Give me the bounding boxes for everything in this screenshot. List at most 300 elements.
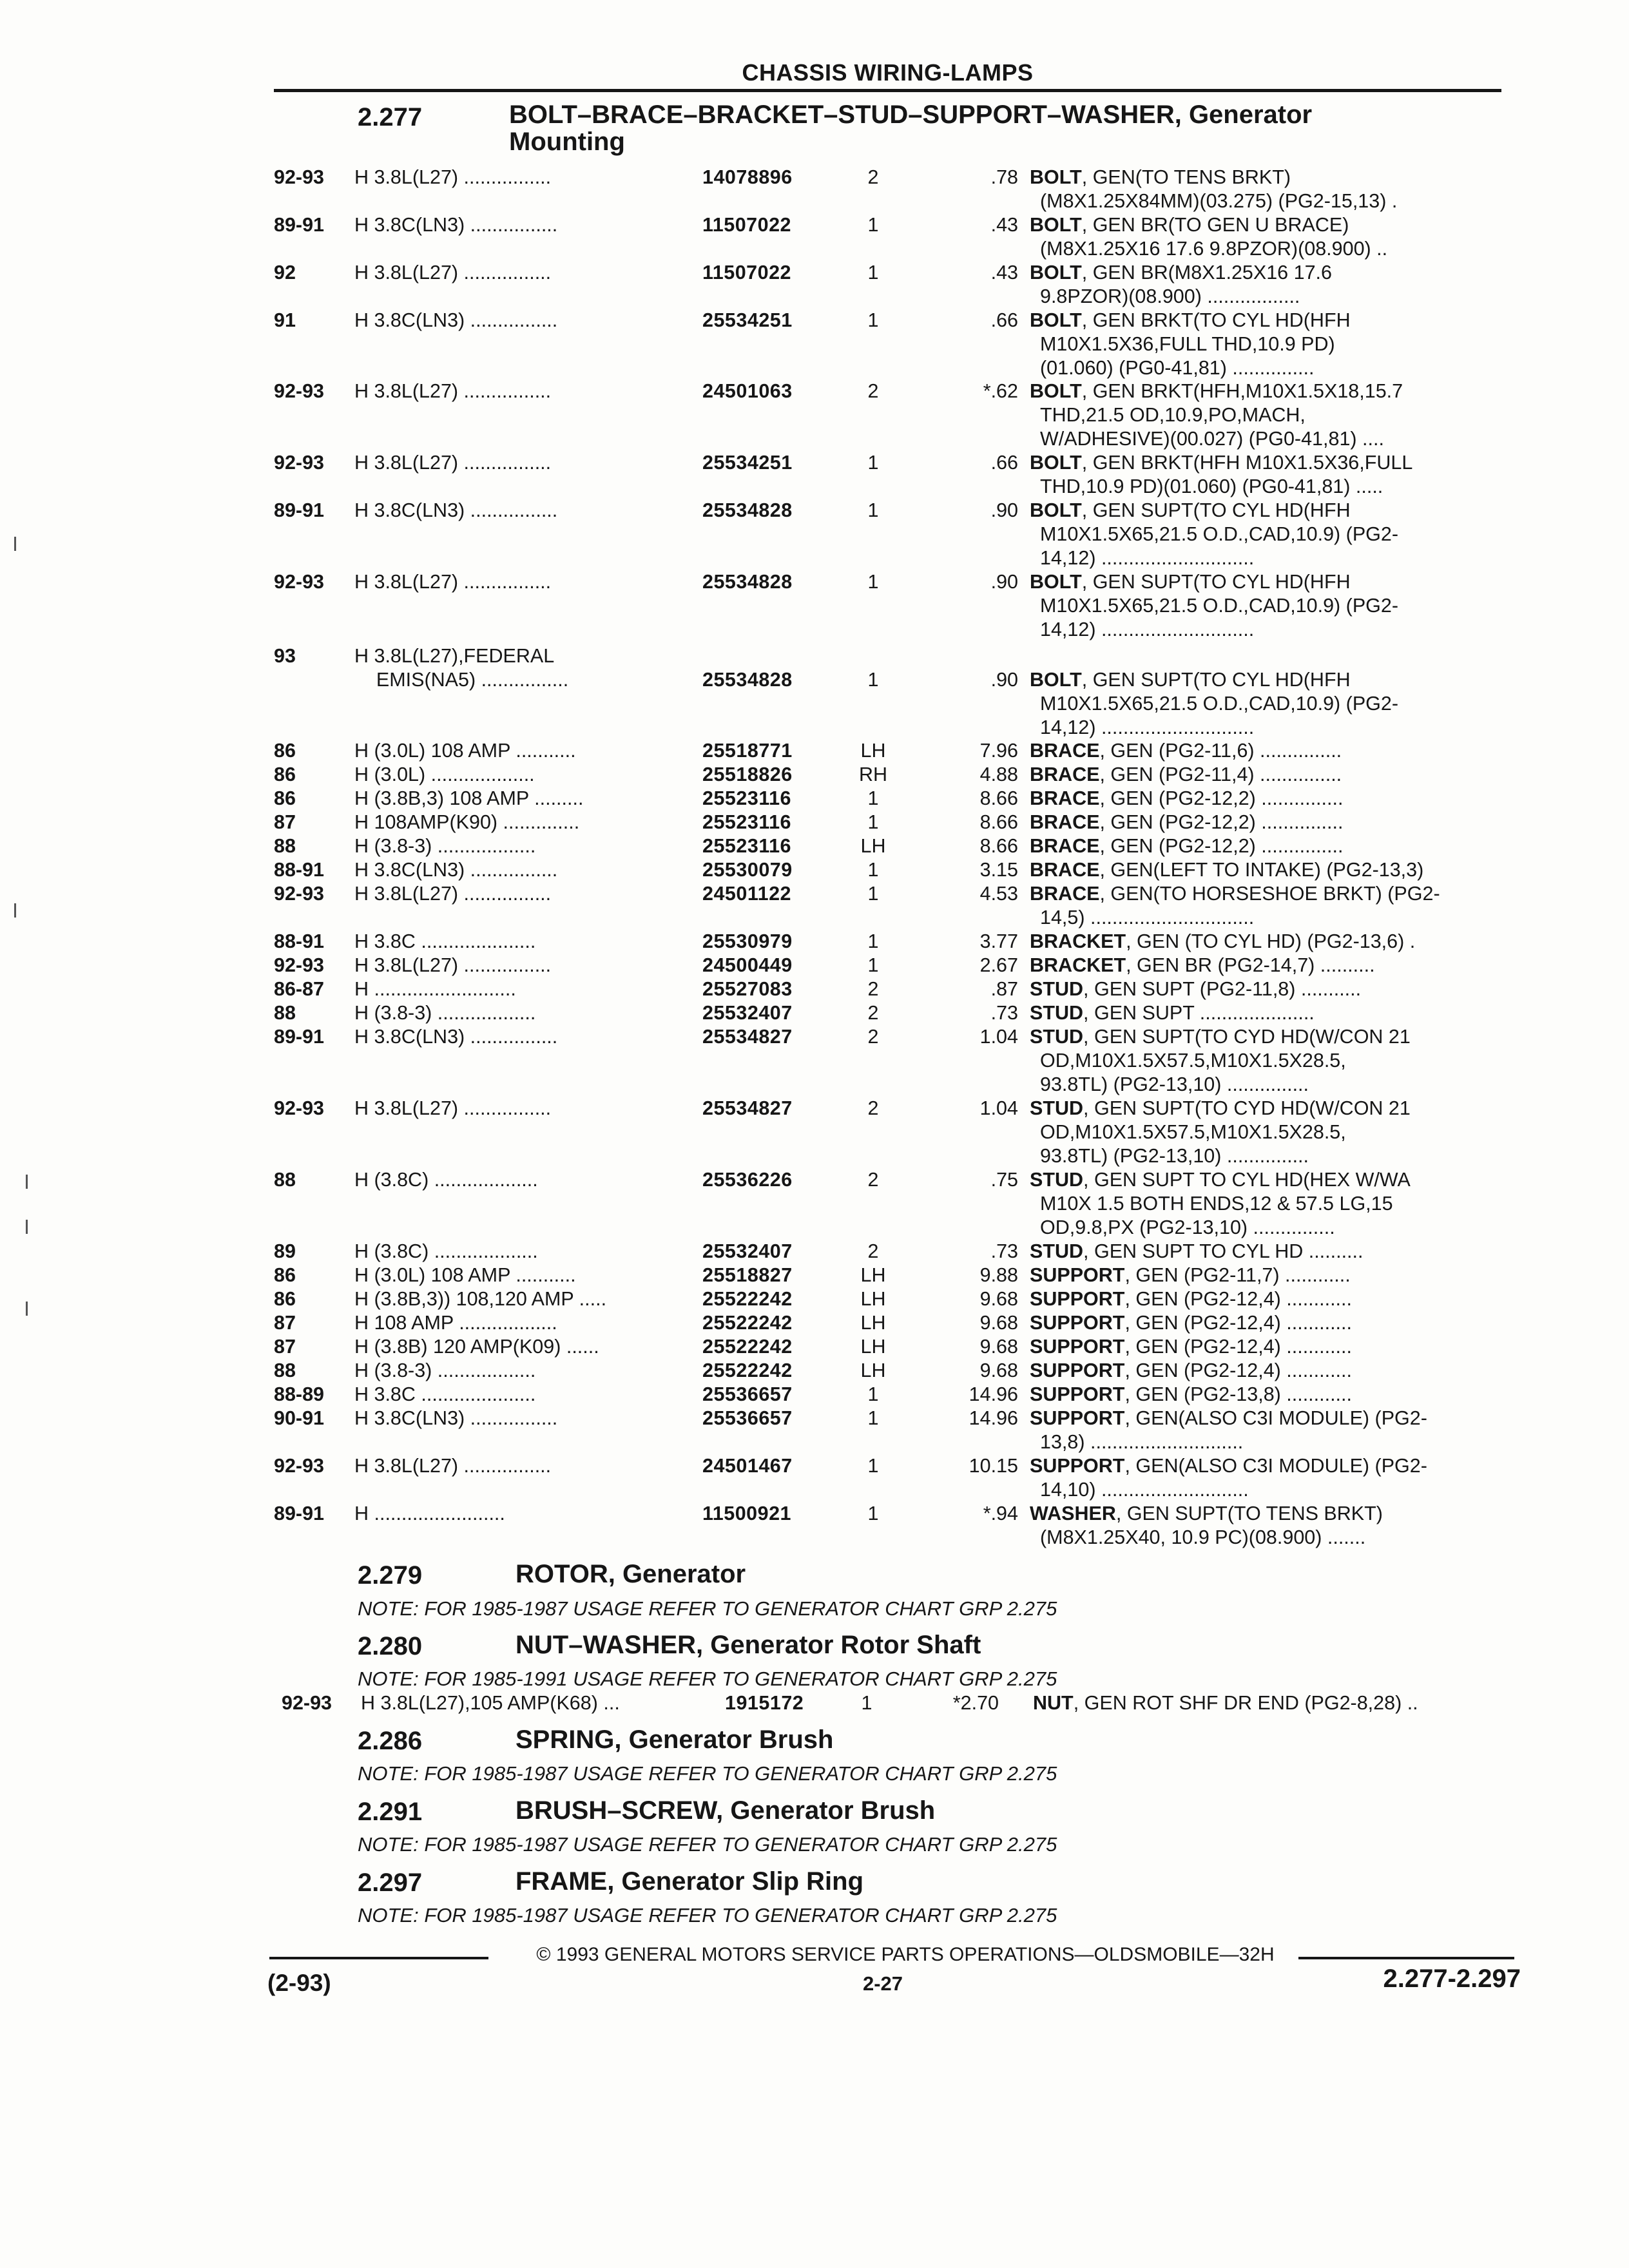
quantity: 1	[867, 214, 879, 236]
price: .90	[990, 571, 1018, 593]
description-text: , GEN(TO TENS BRKT)	[1081, 166, 1291, 188]
description-line	[1030, 1025, 1503, 1049]
description-text: , GEN SUPT TO CYL HD ..........	[1083, 1240, 1364, 1262]
description-line	[1030, 882, 1503, 906]
quantity: 1	[867, 1503, 879, 1524]
price: 14.96	[969, 1407, 1018, 1429]
description-keyword: BOLT	[1030, 669, 1082, 691]
description-line	[1030, 1264, 1503, 1287]
quantity: LH	[860, 1312, 886, 1334]
description-text: , GEN SUPT (PG2-11,8) ...........	[1083, 978, 1362, 1000]
year-range: 90-91	[274, 1407, 325, 1429]
usage-line: H 3.8C(LN3) ................	[354, 1407, 558, 1429]
description-text: , GEN SUPT(TO CYL HD(HFH	[1081, 499, 1351, 521]
part-number: 25518771	[702, 740, 793, 762]
description-keyword: BRACE	[1030, 787, 1100, 809]
description-line	[1030, 1502, 1503, 1526]
margin-mark	[14, 537, 16, 551]
description-line	[1030, 1359, 1503, 1383]
year-range: 91	[274, 309, 296, 331]
quantity: 1	[867, 452, 879, 474]
description-line	[1030, 1240, 1503, 1264]
description	[1030, 668, 1503, 740]
price: 8.66	[979, 811, 1018, 833]
quantity: 2	[867, 1026, 879, 1048]
description	[1030, 570, 1503, 642]
price: .87	[990, 978, 1018, 1000]
section-number: 2.280	[358, 1632, 423, 1660]
part-number: 25530979	[702, 930, 793, 952]
margin-mark	[26, 1302, 28, 1316]
description-line	[1030, 213, 1503, 237]
description-line	[1030, 858, 1503, 882]
price: .75	[990, 1169, 1018, 1191]
usage-line: H (3.8-3) ..................	[354, 835, 536, 857]
description-keyword: STUD	[1030, 1026, 1084, 1048]
description-text: , GEN (PG2-11,6) ...............	[1099, 740, 1342, 762]
description-keyword: WASHER	[1030, 1503, 1116, 1524]
footer-page-number: 2-27	[862, 1972, 903, 1995]
description-text: , GEN (TO CYL HD) (PG2-13,6) .	[1126, 930, 1416, 952]
description-keyword: SUPPORT	[1030, 1312, 1125, 1334]
description-text: , GEN BR(M8X1.25X16 17.6	[1081, 262, 1332, 284]
description	[1030, 858, 1503, 882]
description	[1030, 1335, 1503, 1359]
description	[1030, 1025, 1503, 1097]
section-title-continued: Mounting	[509, 128, 625, 156]
year-range: 92-93	[274, 883, 325, 905]
description-line	[1030, 787, 1503, 811]
description-keyword: STUD	[1030, 978, 1084, 1000]
usage-line: H ........................	[354, 1503, 505, 1524]
part-number: 25523116	[702, 787, 792, 809]
part-number: 25522242	[702, 1336, 793, 1358]
year-range: 92-93	[274, 1455, 325, 1477]
quantity: RH	[858, 764, 888, 785]
year-range: 89-91	[274, 1503, 325, 1524]
quantity: 1	[867, 571, 879, 593]
usage-line: H (3.8B,3)) 108,120 AMP .....	[354, 1288, 607, 1310]
quantity: 2	[867, 1002, 879, 1024]
year-range: 88-91	[274, 859, 325, 881]
part-number: 25522242	[702, 1288, 793, 1310]
description	[1030, 1502, 1503, 1550]
description-line	[1030, 1407, 1503, 1430]
footer-copyright: © 1993 GENERAL MOTORS SERVICE PARTS OPERATIONS—OLDSMOBILE—32H	[536, 1944, 1275, 1965]
year-range: 92-93	[274, 166, 325, 188]
year-range: 92-93	[274, 452, 325, 474]
description-text: , GEN BR (PG2-14,7) ..........	[1126, 954, 1375, 976]
description	[1030, 787, 1503, 811]
description-text: , GEN SUPT(TO CYD HD(W/CON 21	[1083, 1097, 1411, 1119]
year-range: 92-93	[274, 380, 325, 402]
year-range: 86	[274, 1288, 296, 1310]
part-number: 25523116	[702, 811, 792, 833]
description-keyword: SUPPORT	[1030, 1360, 1125, 1381]
year-range: 92-93	[274, 954, 325, 976]
quantity: LH	[860, 1336, 886, 1358]
description	[1030, 451, 1503, 499]
part-number: 24501122	[702, 883, 792, 905]
description-text: , GEN (PG2-12,2) ...............	[1099, 811, 1344, 833]
description-keyword: NUT	[1033, 1692, 1074, 1714]
usage-line: H (3.0L) 108 AMP ...........	[354, 1264, 576, 1286]
usage-line: H 3.8C(LN3) ................	[354, 859, 558, 881]
usage-line: H 3.8L(L27) ................	[354, 1097, 552, 1119]
margin-mark	[26, 1175, 28, 1189]
description-line: 93.8TL) (PG2-13,10) ...............	[1040, 1145, 1309, 1167]
price: *.62	[983, 380, 1018, 402]
description-line: 13,8) ............................	[1040, 1431, 1244, 1453]
description	[1030, 1264, 1503, 1287]
description-text: , GEN(TO HORSESHOE BRKT) (PG2-	[1099, 883, 1440, 905]
year-range: 86	[274, 1264, 296, 1286]
description	[1030, 1168, 1503, 1240]
part-number: 24501063	[702, 380, 793, 402]
description-keyword: STUD	[1030, 1240, 1084, 1262]
usage-line: H 3.8L(L27) ................	[354, 262, 552, 284]
description-line	[1030, 380, 1503, 403]
price: 2.67	[979, 954, 1018, 976]
usage-line: H 3.8L(L27) ................	[354, 452, 552, 474]
description-line	[1030, 261, 1503, 285]
usage-line: H 3.8C(LN3) ................	[354, 214, 558, 236]
description	[1030, 1097, 1503, 1168]
usage-line: H 3.8L(L27),FEDERAL	[354, 645, 555, 667]
quantity: 1	[867, 309, 879, 331]
description-text: , GEN BRKT(HFH,M10X1.5X18,15.7	[1081, 380, 1403, 402]
price: .43	[990, 262, 1018, 284]
price: .78	[990, 166, 1018, 188]
quantity: 2	[867, 166, 879, 188]
description-keyword: SUPPORT	[1030, 1336, 1125, 1358]
description-line	[1030, 309, 1503, 332]
description-line	[1030, 811, 1503, 834]
description-line: OD,M10X1.5X57.5,M10X1.5X28.5,	[1040, 1121, 1346, 1143]
description-line: 14,10) ...........................	[1040, 1479, 1249, 1501]
year-range: 89	[274, 1240, 296, 1262]
quantity: 1	[867, 499, 879, 521]
section-number: 2.279	[358, 1561, 423, 1590]
price: 14.96	[969, 1383, 1018, 1405]
part-number: 25530079	[702, 859, 793, 881]
section-number: 2.297	[358, 1869, 423, 1897]
price: 1.04	[979, 1026, 1018, 1048]
year-range: 88-91	[274, 930, 325, 952]
section-note: NOTE: FOR 1985-1987 USAGE REFER TO GENERATOR CHART GRP 2.275	[358, 1904, 1057, 1927]
description-text: , GEN SUPT TO CYL HD(HEX W/WA	[1083, 1169, 1411, 1191]
description-text: , GEN (PG2-12,4) ............	[1124, 1288, 1352, 1310]
part-number: 25534828	[702, 499, 793, 521]
usage-line: H 3.8L(L27) ................	[354, 954, 552, 976]
description-line	[1030, 166, 1503, 189]
quantity: 1	[867, 1407, 879, 1429]
year-range: 89-91	[274, 499, 325, 521]
price: *.94	[983, 1503, 1018, 1524]
part-number: 25532407	[702, 1002, 793, 1024]
description-line	[1030, 499, 1503, 523]
description-line	[1030, 570, 1503, 594]
price: 4.53	[979, 883, 1018, 905]
section-title: BRUSH–SCREW, Generator Brush	[516, 1796, 936, 1825]
description	[1030, 1311, 1503, 1335]
description-text: , GEN SUPT(TO CYL HD(HFH	[1081, 571, 1351, 593]
usage-line: H 3.8C .....................	[354, 1383, 536, 1405]
quantity: 1	[867, 954, 879, 976]
description-keyword: BOLT	[1030, 166, 1082, 188]
description-line: W/ADHESIVE)(00.027) (PG0-41,81) ....	[1040, 428, 1384, 450]
description	[1030, 166, 1503, 213]
part-number: 25534827	[702, 1097, 793, 1119]
description	[1030, 1287, 1503, 1311]
description	[1030, 1454, 1503, 1502]
description-line	[1030, 930, 1503, 954]
usage-line: H 3.8C(LN3) ................	[354, 309, 558, 331]
usage-line: H 3.8L(L27) ................	[354, 166, 552, 188]
description-line	[1030, 977, 1503, 1001]
description-line: 14,12) ............................	[1040, 619, 1255, 640]
year-range: 86	[274, 764, 296, 785]
description-keyword: BOLT	[1030, 380, 1082, 402]
description-text: , GEN (PG2-13,8) ............	[1124, 1383, 1352, 1405]
description-line: (M8X1.25X40, 10.9 PC)(08.900) .......	[1040, 1526, 1366, 1548]
description	[1030, 1407, 1503, 1454]
description-line	[1030, 1287, 1503, 1311]
description	[1030, 739, 1503, 763]
price: 7.96	[979, 740, 1018, 762]
quantity: 2	[867, 1240, 879, 1262]
price: .90	[990, 499, 1018, 521]
price: .73	[990, 1002, 1018, 1024]
quantity: LH	[860, 835, 886, 857]
usage-line: H 3.8C(LN3) ................	[354, 1026, 558, 1048]
description-text: , GEN (PG2-11,7) ............	[1124, 1264, 1351, 1286]
year-range: 92	[274, 262, 296, 284]
part-number: 25527083	[702, 978, 793, 1000]
quantity: 2	[867, 978, 879, 1000]
year-range: 87	[274, 1336, 296, 1358]
price: .43	[990, 214, 1018, 236]
year-range: 88	[274, 1002, 296, 1024]
quantity: 1	[867, 1383, 879, 1405]
description-keyword: BRACKET	[1030, 954, 1126, 976]
price: 9.68	[979, 1288, 1018, 1310]
page-header	[274, 50, 1501, 92]
description	[1030, 1359, 1503, 1383]
description-line	[1030, 954, 1503, 977]
description-keyword: BRACE	[1030, 811, 1100, 833]
quantity: 2	[867, 380, 879, 402]
price: 10.15	[969, 1455, 1018, 1477]
description-text: , GEN (PG2-12,4) ............	[1124, 1360, 1352, 1381]
quantity: 1	[867, 859, 879, 881]
price: .66	[990, 309, 1018, 331]
part-number: 24501467	[702, 1455, 793, 1477]
description-line: 93.8TL) (PG2-13,10) ...............	[1040, 1073, 1309, 1095]
part-number: 1915172	[725, 1692, 804, 1714]
description-line	[1030, 1311, 1503, 1335]
section-number: 2.277	[358, 103, 423, 131]
year-range: 88	[274, 835, 296, 857]
price: *2.70	[952, 1692, 999, 1714]
description-keyword: SUPPORT	[1030, 1264, 1125, 1286]
description-keyword: BRACE	[1030, 740, 1100, 762]
footer-section-range: 2.277-2.297	[1383, 1965, 1521, 1993]
usage-line: H 3.8C .....................	[354, 930, 536, 952]
part-number: 25536657	[702, 1407, 793, 1429]
description	[1030, 499, 1503, 570]
quantity: 1	[867, 883, 879, 905]
description	[1030, 1240, 1503, 1264]
year-range: 87	[274, 1312, 296, 1334]
section-note: NOTE: FOR 1985-1987 USAGE REFER TO GENERATOR CHART GRP 2.275	[358, 1833, 1057, 1856]
description	[1030, 213, 1503, 261]
page-title: CHASSIS WIRING-LAMPS	[742, 59, 1034, 86]
description-line	[1030, 668, 1503, 692]
description-line: 14,12) ............................	[1040, 716, 1255, 738]
price: 3.77	[979, 930, 1018, 952]
usage-line: H (3.8-3) ..................	[354, 1360, 536, 1381]
description-line: M10X1.5X36,FULL THD,10.9 PD)	[1040, 333, 1335, 355]
part-number: 11507022	[702, 214, 792, 236]
description-keyword: SUPPORT	[1030, 1383, 1125, 1405]
price: 8.66	[979, 835, 1018, 857]
quantity: LH	[860, 1360, 886, 1381]
price: 9.68	[979, 1336, 1018, 1358]
part-number: 25534827	[702, 1026, 793, 1048]
quantity: 1	[867, 669, 879, 691]
year-range: 87	[274, 811, 296, 833]
year-range: 93	[274, 645, 296, 667]
price: 1.04	[979, 1097, 1018, 1119]
description-line	[1030, 1335, 1503, 1359]
footer-rule-left	[269, 1957, 488, 1959]
description-keyword: STUD	[1030, 1002, 1084, 1024]
description	[1030, 882, 1503, 930]
price: 9.68	[979, 1312, 1018, 1334]
description-keyword: BRACE	[1030, 764, 1100, 785]
description-line: THD,10.9 PD)(01.060) (PG0-41,81) .....	[1040, 476, 1383, 497]
description-text: , GEN (PG2-12,4) ............	[1124, 1336, 1352, 1358]
year-range: 92-93	[282, 1692, 333, 1714]
description	[1030, 834, 1503, 858]
description-line: M10X1.5X65,21.5 O.D.,CAD,10.9) (PG2-	[1040, 523, 1399, 545]
year-range: 86	[274, 787, 296, 809]
year-range: 86	[274, 740, 296, 762]
description-line: M10X 1.5 BOTH ENDS,12 & 57.5 LG,15	[1040, 1193, 1393, 1215]
part-number: 25518827	[702, 1264, 793, 1286]
usage-line: H (3.0L) 108 AMP ...........	[354, 740, 576, 762]
usage: H 3.8L(L27),105 AMP(K68) ...	[361, 1692, 620, 1714]
part-number: 25536657	[702, 1383, 793, 1405]
section-title: BOLT–BRACE–BRACKET–STUD–SUPPORT–WASHER, Generator	[509, 101, 1313, 129]
section-number: 2.291	[358, 1798, 423, 1826]
description-line	[1030, 1001, 1503, 1025]
description-text: , GEN(ALSO C3I MODULE) (PG2-	[1124, 1455, 1427, 1477]
price: 3.15	[979, 859, 1018, 881]
description-text: , GEN (PG2-12,4) ............	[1124, 1312, 1352, 1334]
description-text: , GEN SUPT .....................	[1083, 1002, 1315, 1024]
quantity: LH	[860, 1264, 886, 1286]
description-line: (01.060) (PG0-41,81) ...............	[1040, 357, 1315, 379]
price: 9.88	[979, 1264, 1018, 1286]
description	[1030, 977, 1503, 1001]
part-number: 24500449	[702, 954, 793, 976]
quantity: LH	[860, 1288, 886, 1310]
section-title: NUT–WASHER, Generator Rotor Shaft	[516, 1631, 981, 1659]
price: 4.88	[979, 764, 1018, 785]
usage-line: H (3.8-3) ..................	[354, 1002, 536, 1024]
quantity: 1	[867, 262, 879, 284]
usage-line: H (3.8C) ...................	[354, 1169, 538, 1191]
quantity: 1	[867, 787, 879, 809]
description-line: OD,9.8,PX (PG2-13,10) ...............	[1040, 1216, 1335, 1238]
year-range: 88-89	[274, 1383, 325, 1405]
section-note: NOTE: FOR 1985-1987 USAGE REFER TO GENERATOR CHART GRP 2.275	[358, 1597, 1057, 1620]
description-text: , GEN(ALSO C3I MODULE) (PG2-	[1124, 1407, 1427, 1429]
quantity: 1	[867, 1455, 879, 1477]
description-keyword: SUPPORT	[1030, 1455, 1125, 1477]
footer-rule-right	[1298, 1957, 1514, 1959]
price: .73	[990, 1240, 1018, 1262]
description-line: M10X1.5X65,21.5 O.D.,CAD,10.9) (PG2-	[1040, 693, 1399, 715]
description	[1030, 930, 1503, 954]
description-keyword: BOLT	[1030, 452, 1082, 474]
description	[1030, 811, 1503, 834]
description-line: M10X1.5X65,21.5 O.D.,CAD,10.9) (PG2-	[1040, 595, 1399, 617]
part-number: 25534828	[702, 669, 793, 691]
price: .66	[990, 452, 1018, 474]
part-number: 11507022	[702, 262, 792, 284]
year-range: 88	[274, 1169, 296, 1191]
part-number: 14078896	[702, 166, 793, 188]
quantity: 2	[867, 1097, 879, 1119]
description-line: (M8X1.25X16 17.6 9.8PZOR)(08.900) ..	[1040, 238, 1388, 260]
quantity: LH	[860, 740, 886, 762]
year-range: 89-91	[274, 1026, 325, 1048]
quantity: 1	[861, 1692, 872, 1714]
part-number: 25534251	[702, 452, 793, 474]
description	[1030, 309, 1503, 380]
description-keyword: BRACE	[1030, 883, 1100, 905]
description-keyword: SUPPORT	[1030, 1407, 1125, 1429]
year-range: 89-91	[274, 214, 325, 236]
description-keyword: STUD	[1030, 1169, 1084, 1191]
description-text: , GEN BRKT(TO CYL HD(HFH	[1081, 309, 1351, 331]
usage-line: H 3.8L(L27) ................	[354, 571, 552, 593]
description-line	[1030, 834, 1503, 858]
description-line	[1030, 451, 1503, 475]
description-keyword: BOLT	[1030, 499, 1082, 521]
margin-mark	[26, 1220, 28, 1234]
description-text: , GEN (PG2-12,2) ...............	[1099, 835, 1344, 857]
description-line	[1030, 1383, 1503, 1407]
description-line	[1030, 1097, 1503, 1120]
part-number: 11500921	[702, 1503, 792, 1524]
description	[1030, 261, 1503, 309]
description-text: , GEN (PG2-11,4) ...............	[1099, 764, 1342, 785]
year-range: 86-87	[274, 978, 325, 1000]
description-line: OD,M10X1.5X57.5,M10X1.5X28.5,	[1040, 1050, 1346, 1072]
section-note: NOTE: FOR 1985-1991 USAGE REFER TO GENERATOR CHART GRP 2.275	[358, 1667, 1057, 1690]
description	[1033, 1691, 1507, 1715]
year-range: 92-93	[274, 571, 325, 593]
description-keyword: BRACKET	[1030, 930, 1126, 952]
description-keyword: BRACE	[1030, 835, 1100, 857]
part-number: 25532407	[702, 1240, 793, 1262]
description-keyword: STUD	[1030, 1097, 1084, 1119]
price: 9.68	[979, 1360, 1018, 1381]
